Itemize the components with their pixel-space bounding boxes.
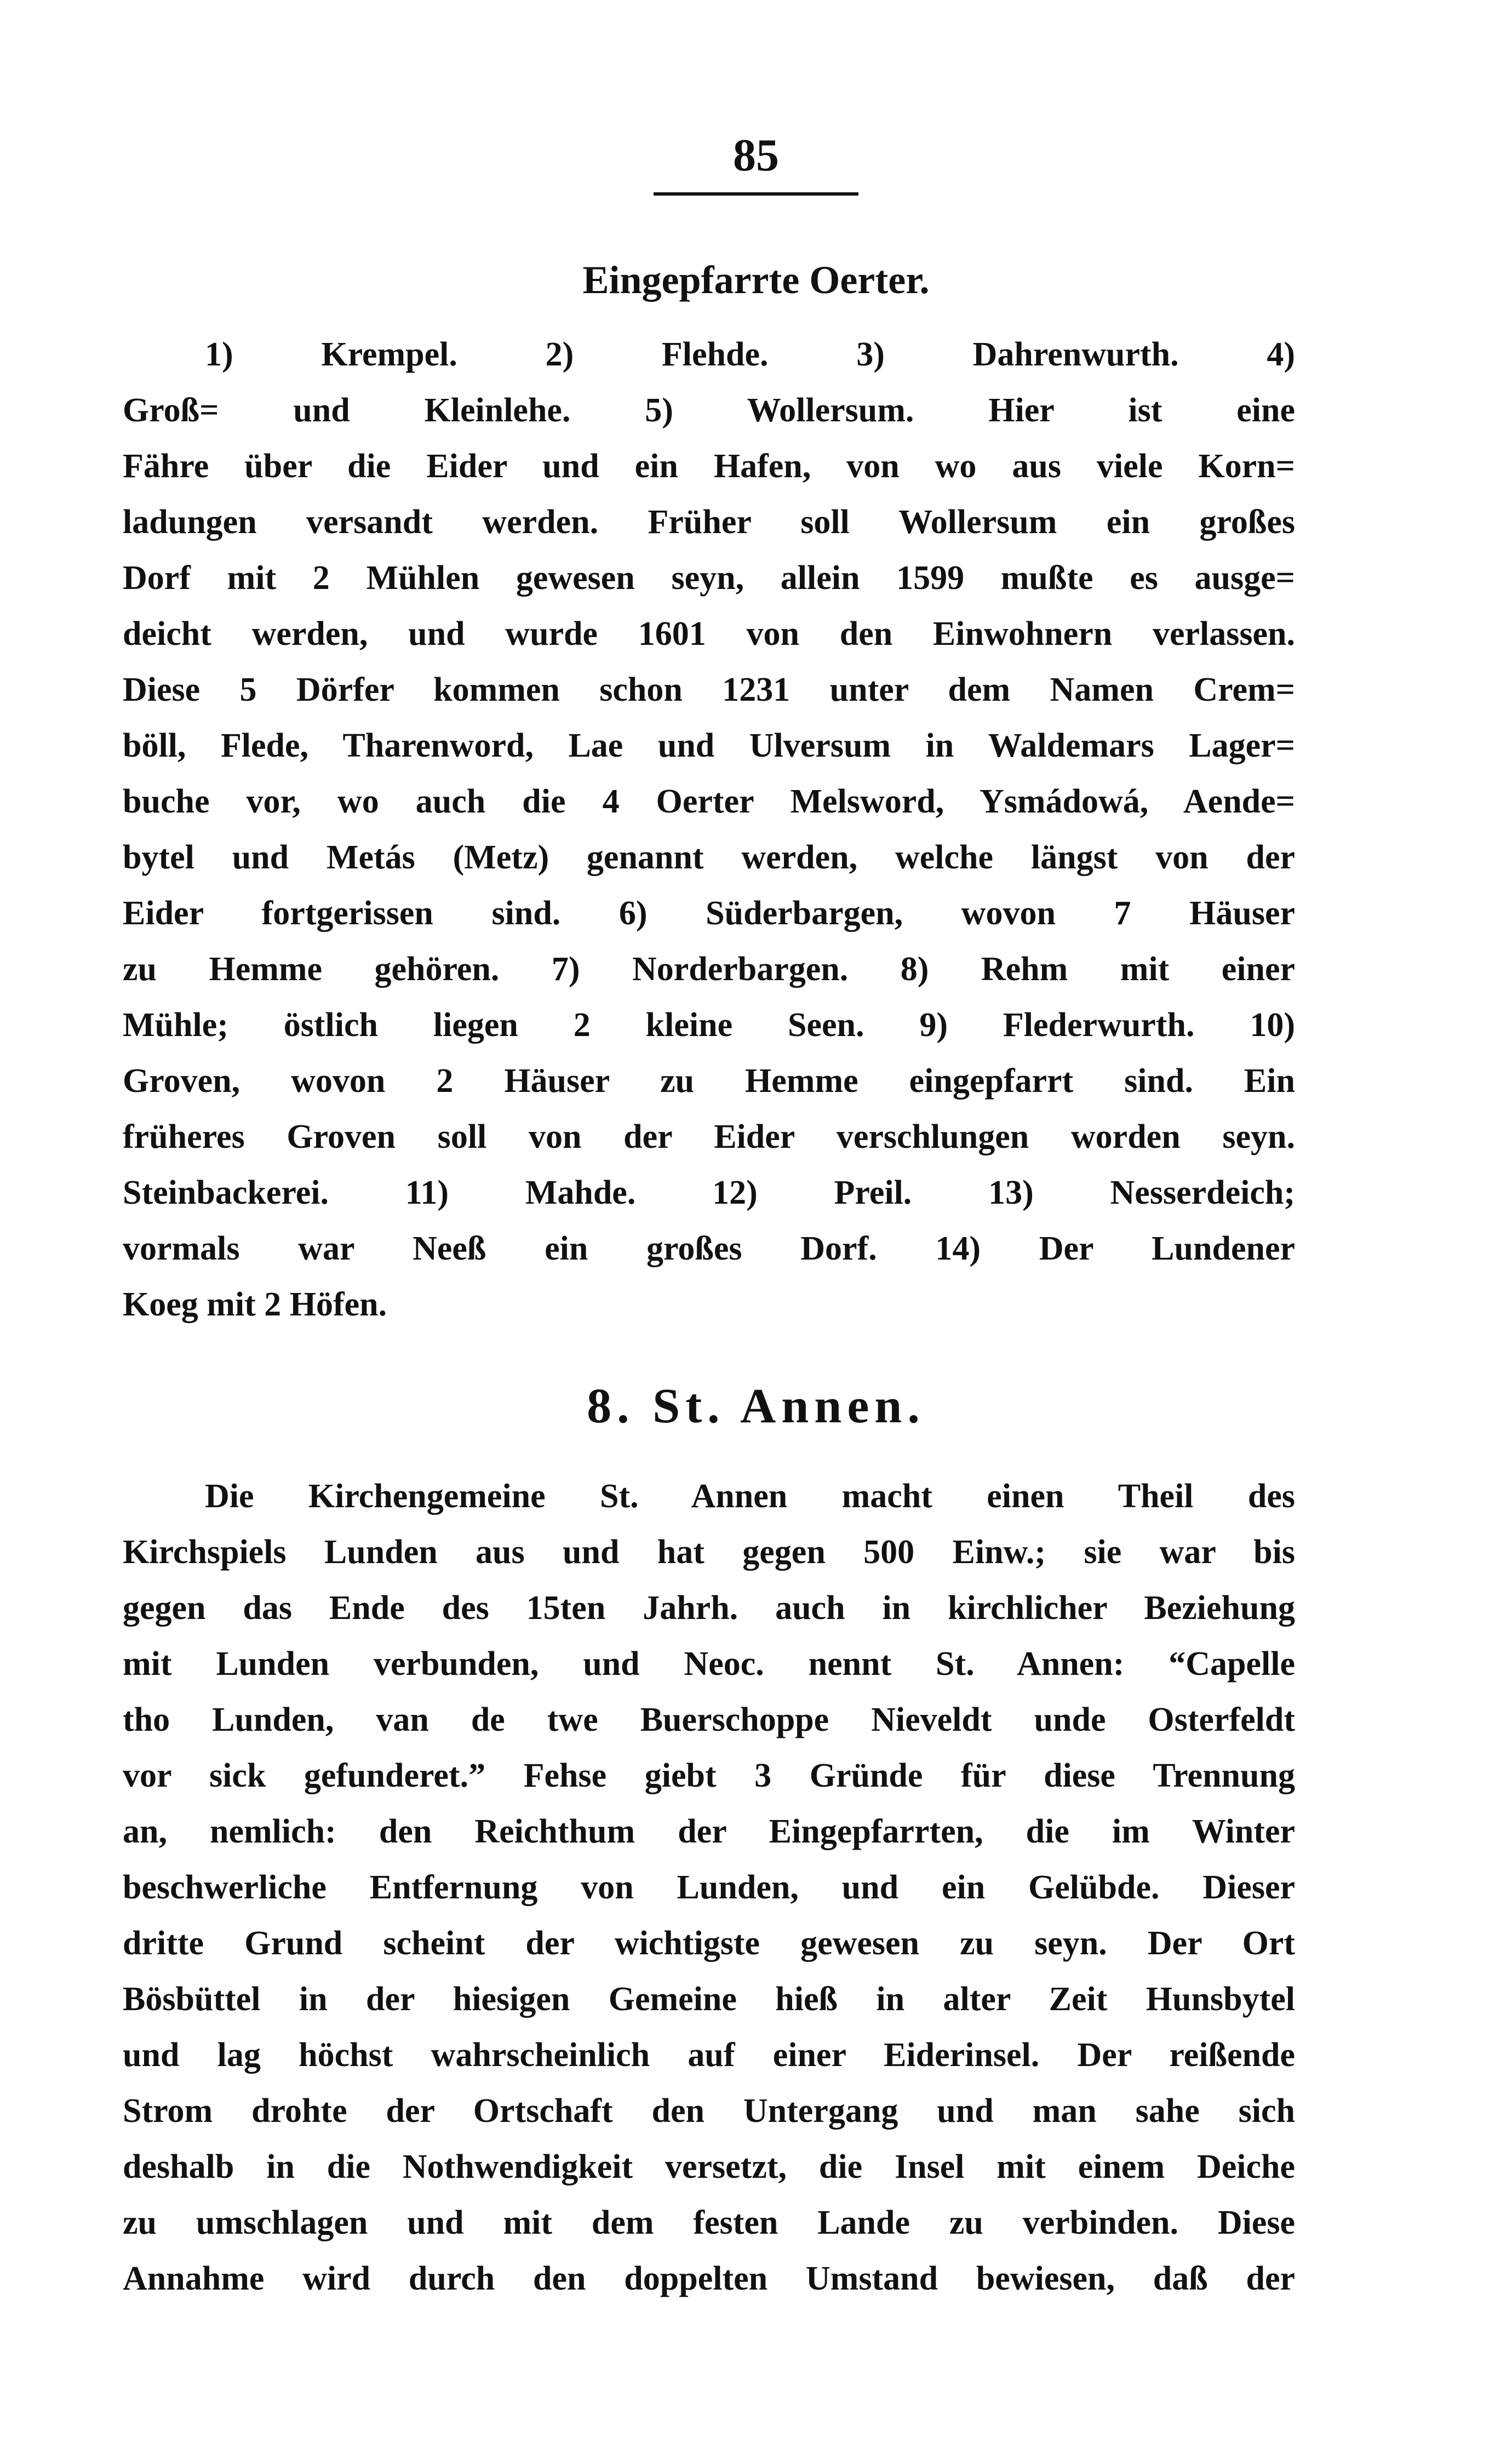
text-line: 1) Krempel. 2) Flehde. 3) Dahrenwurth. 4): [205, 336, 1295, 373]
paragraph-st-annen: [123, 1468, 1295, 2307]
text-line: Eider fortgerissen sind. 6) Süderbargen, wovon 7 Häuser: [123, 895, 1295, 932]
text-line: Annahme wird durch den doppelten Umstand bewiesen, daß der: [123, 2260, 1295, 2297]
section-heading-st-annen: 8. St. Annen.: [587, 1379, 925, 1433]
text-line: mit Lunden verbunden, und Neoc. nennt St. Annen: “Capelle: [123, 1645, 1295, 1683]
text-line: dritte Grund scheint der wichtigste gewesen zu seyn. Der Ort: [123, 1925, 1295, 1962]
text-line: Strom drohte der Ortschaft den Untergang und man sahe sich: [123, 2092, 1295, 2130]
page-number: 85: [733, 130, 779, 181]
header-rule: [654, 192, 858, 196]
text-line: vor sick gefunderet.” Fehse giebt 3 Gründe für diese Trennung: [123, 1757, 1295, 1794]
text-line: Koeg mit 2 Höfen.: [123, 1286, 387, 1323]
text-line: bytel und Metás (Metz) genannt werden, welche längst von der: [123, 839, 1295, 876]
text-line: deshalb in die Nothwendigkeit versetzt, die Insel mit einem Deiche: [123, 2148, 1295, 2185]
text-line: Fähre über die Eider und ein Hafen, von wo aus viele Korn=: [123, 448, 1295, 485]
text-line: Groß= und Kleinlehe. 5) Wollersum. Hier ist eine: [123, 392, 1295, 429]
text-line: zu Hemme gehören. 7) Norderbargen. 8) Rehm mit einer: [123, 951, 1295, 988]
text-line: beschwerliche Entfernung von Lunden, und ein Gelübde. Dieser: [123, 1869, 1295, 1906]
text-line: und lag höchst wahrscheinlich auf einer Eiderinsel. Der reißende: [123, 2036, 1295, 2074]
text-line: tho Lunden, van de twe Buerschoppe Nieveldt unde Osterfeldt: [123, 1701, 1295, 1738]
text-line: Groven, wovon 2 Häuser zu Hemme eingepfarrt sind. Ein: [123, 1062, 1295, 1100]
text-line: Die Kirchengemeine St. Annen macht einen Theil des: [205, 1478, 1295, 1515]
text-line: gegen das Ende des 15ten Jahrh. auch in kirchlicher Beziehung: [123, 1589, 1295, 1627]
text-line: ladungen versandt werden. Früher soll Wollersum ein großes: [123, 503, 1295, 541]
text-line: vormals war Neeß ein großes Dorf. 14) Der Lundener: [123, 1230, 1295, 1267]
text-line: deicht werden, und wurde 1601 von den Einwohnern verlassen.: [123, 615, 1295, 653]
text-line: Kirchspiels Lunden aus und hat gegen 500 Einw.; sie war bis: [123, 1534, 1295, 1571]
text-line: an, nemlich: den Reichthum der Eingepfarrten, die im Winter: [123, 1813, 1295, 1850]
paragraph-parishes: [123, 327, 1295, 1332]
section-heading-eingepfarrte-oerter: Eingepfarrte Oerter.: [582, 258, 930, 302]
text-line: zu umschlagen und mit dem festen Lande zu verbinden. Diese: [123, 2204, 1295, 2241]
text-line: böll, Flede, Tharenword, Lae und Ulversum in Waldemars Lager=: [123, 727, 1295, 764]
text-line: Dorf mit 2 Mühlen gewesen seyn, allein 1599 mußte es ausge=: [123, 559, 1295, 597]
text-line: früheres Groven soll von der Eider verschlungen worden seyn.: [123, 1118, 1295, 1155]
text-line: Steinbackerei. 11) Mahde. 12) Preil. 13) Nesserdeich;: [123, 1174, 1295, 1211]
text-line: Diese 5 Dörfer kommen schon 1231 unter dem Namen Crem=: [123, 671, 1295, 708]
text-line: Mühle; östlich liegen 2 kleine Seen. 9) Flederwurth. 10): [123, 1006, 1295, 1044]
text-line: buche vor, wo auch die 4 Oerter Melsword, Ysmádowá, Aende=: [123, 783, 1295, 820]
text-line: Bösbüttel in der hiesigen Gemeine hieß in alter Zeit Hunsbytel: [123, 1981, 1295, 2018]
